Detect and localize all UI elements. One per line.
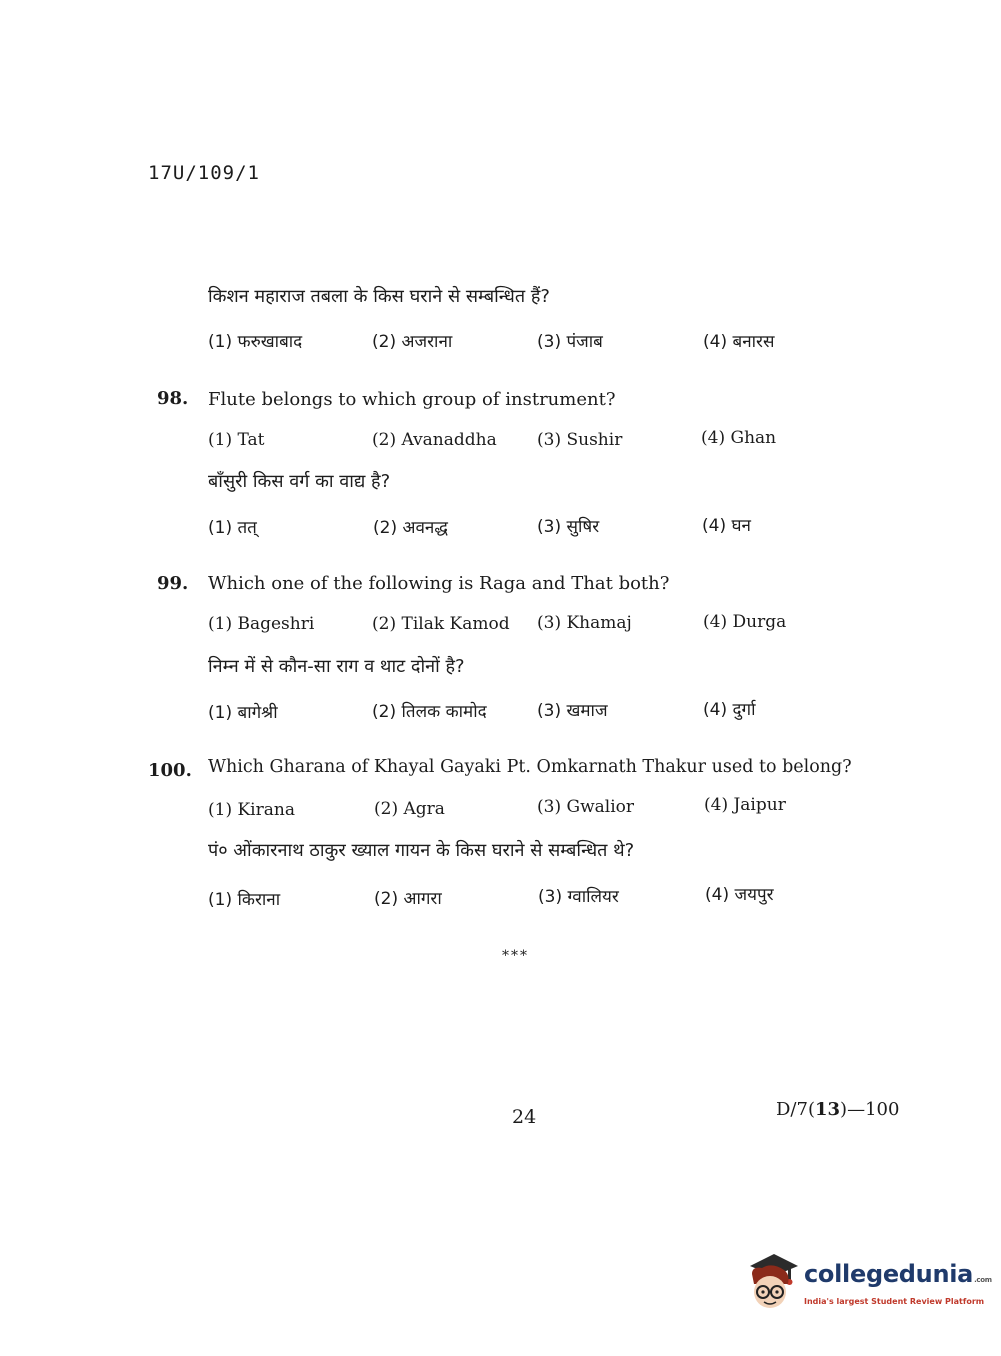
q99-number: 99. xyxy=(157,573,189,594)
q100-option-4-hi: (4) जयपुर xyxy=(705,885,774,905)
q100-option-3-en: (3) Gwalior xyxy=(537,797,634,817)
q98-question-en: Flute belongs to which group of instrument? xyxy=(208,389,616,410)
q98-number: 98. xyxy=(157,388,189,409)
q100-question-hi: पं० ओंकारनाथ ठाकुर ख्याल गायन के किस घराने से सम्बन्धित थे? xyxy=(208,840,635,861)
q100-option-2-en: (2) Agra xyxy=(374,799,445,819)
q99-option-2-en: (2) Tilak Kamod xyxy=(372,614,510,634)
q99-option-1-hi: (1) बागेश्री xyxy=(208,703,278,723)
booklet-code: D/7(13)—100 xyxy=(776,1099,900,1120)
q97-option-1-hi: (1) फरुखाबाद xyxy=(208,332,303,352)
q97-option-2-hi: (2) अजराना xyxy=(372,332,453,352)
q97-option-3-hi: (3) पंजाब xyxy=(537,332,603,352)
collegedunia-logo[interactable] xyxy=(744,1250,992,1320)
q99-question-hi: निम्न में से कौन-सा राग व थाट दोनों है? xyxy=(208,656,465,677)
q98-question-hi: बाँसुरी किस वर्ग का वाद्य है? xyxy=(208,471,391,492)
end-marker: *** xyxy=(502,948,529,964)
mascot-icon xyxy=(744,1252,802,1316)
page-number: 24 xyxy=(512,1106,537,1128)
logo-wordmark: collegedunia xyxy=(804,1260,974,1288)
q100-option-4-en: (4) Jaipur xyxy=(704,795,786,815)
q100-number: 100. xyxy=(148,760,192,781)
q98-option-1-en: (1) Tat xyxy=(208,430,265,450)
q100-option-3-hi: (3) ग्वालियर xyxy=(538,887,619,907)
q99-question-en: Which one of the following is Raga and That both? xyxy=(208,573,670,594)
q97-question-hi: किशन महाराज तबला के किस घराने से सम्बन्धित हैं? xyxy=(208,286,550,307)
logo-tagline: India's largest Student Review Platform xyxy=(804,1297,985,1306)
q98-option-4-en: (4) Ghan xyxy=(701,428,777,448)
q99-option-2-hi: (2) तिलक कामोद xyxy=(372,702,487,722)
q99-option-4-hi: (4) दुर्गा xyxy=(703,700,756,720)
q98-option-3-en: (3) Sushir xyxy=(537,430,623,450)
q98-option-2-en: (2) Avanaddha xyxy=(372,430,497,450)
q99-option-3-hi: (3) खमाज xyxy=(537,701,608,721)
q98-option-3-hi: (3) सुषिर xyxy=(537,517,600,537)
q98-option-4-hi: (4) घन xyxy=(702,516,751,536)
q99-option-3-en: (3) Khamaj xyxy=(537,613,632,633)
q98-option-2-hi: (2) अवनद्ध xyxy=(373,518,448,538)
q99-option-1-en: (1) Bageshri xyxy=(208,614,315,634)
q100-option-2-hi: (2) आगरा xyxy=(374,889,442,909)
q100-question-en: Which Gharana of Khayal Gayaki Pt. Omkarnath Thakur used to belong? xyxy=(208,757,852,777)
q99-option-4-en: (4) Durga xyxy=(703,612,787,632)
q97-option-4-hi: (4) बनारस xyxy=(703,332,775,352)
logo-domain-suffix: .com xyxy=(974,1276,992,1284)
q100-option-1-hi: (1) किराना xyxy=(208,890,281,910)
paper-code: 17U/109/1 xyxy=(148,162,260,184)
q100-option-1-en: (1) Kirana xyxy=(208,800,295,820)
q98-option-1-hi: (1) तत् xyxy=(208,518,257,538)
